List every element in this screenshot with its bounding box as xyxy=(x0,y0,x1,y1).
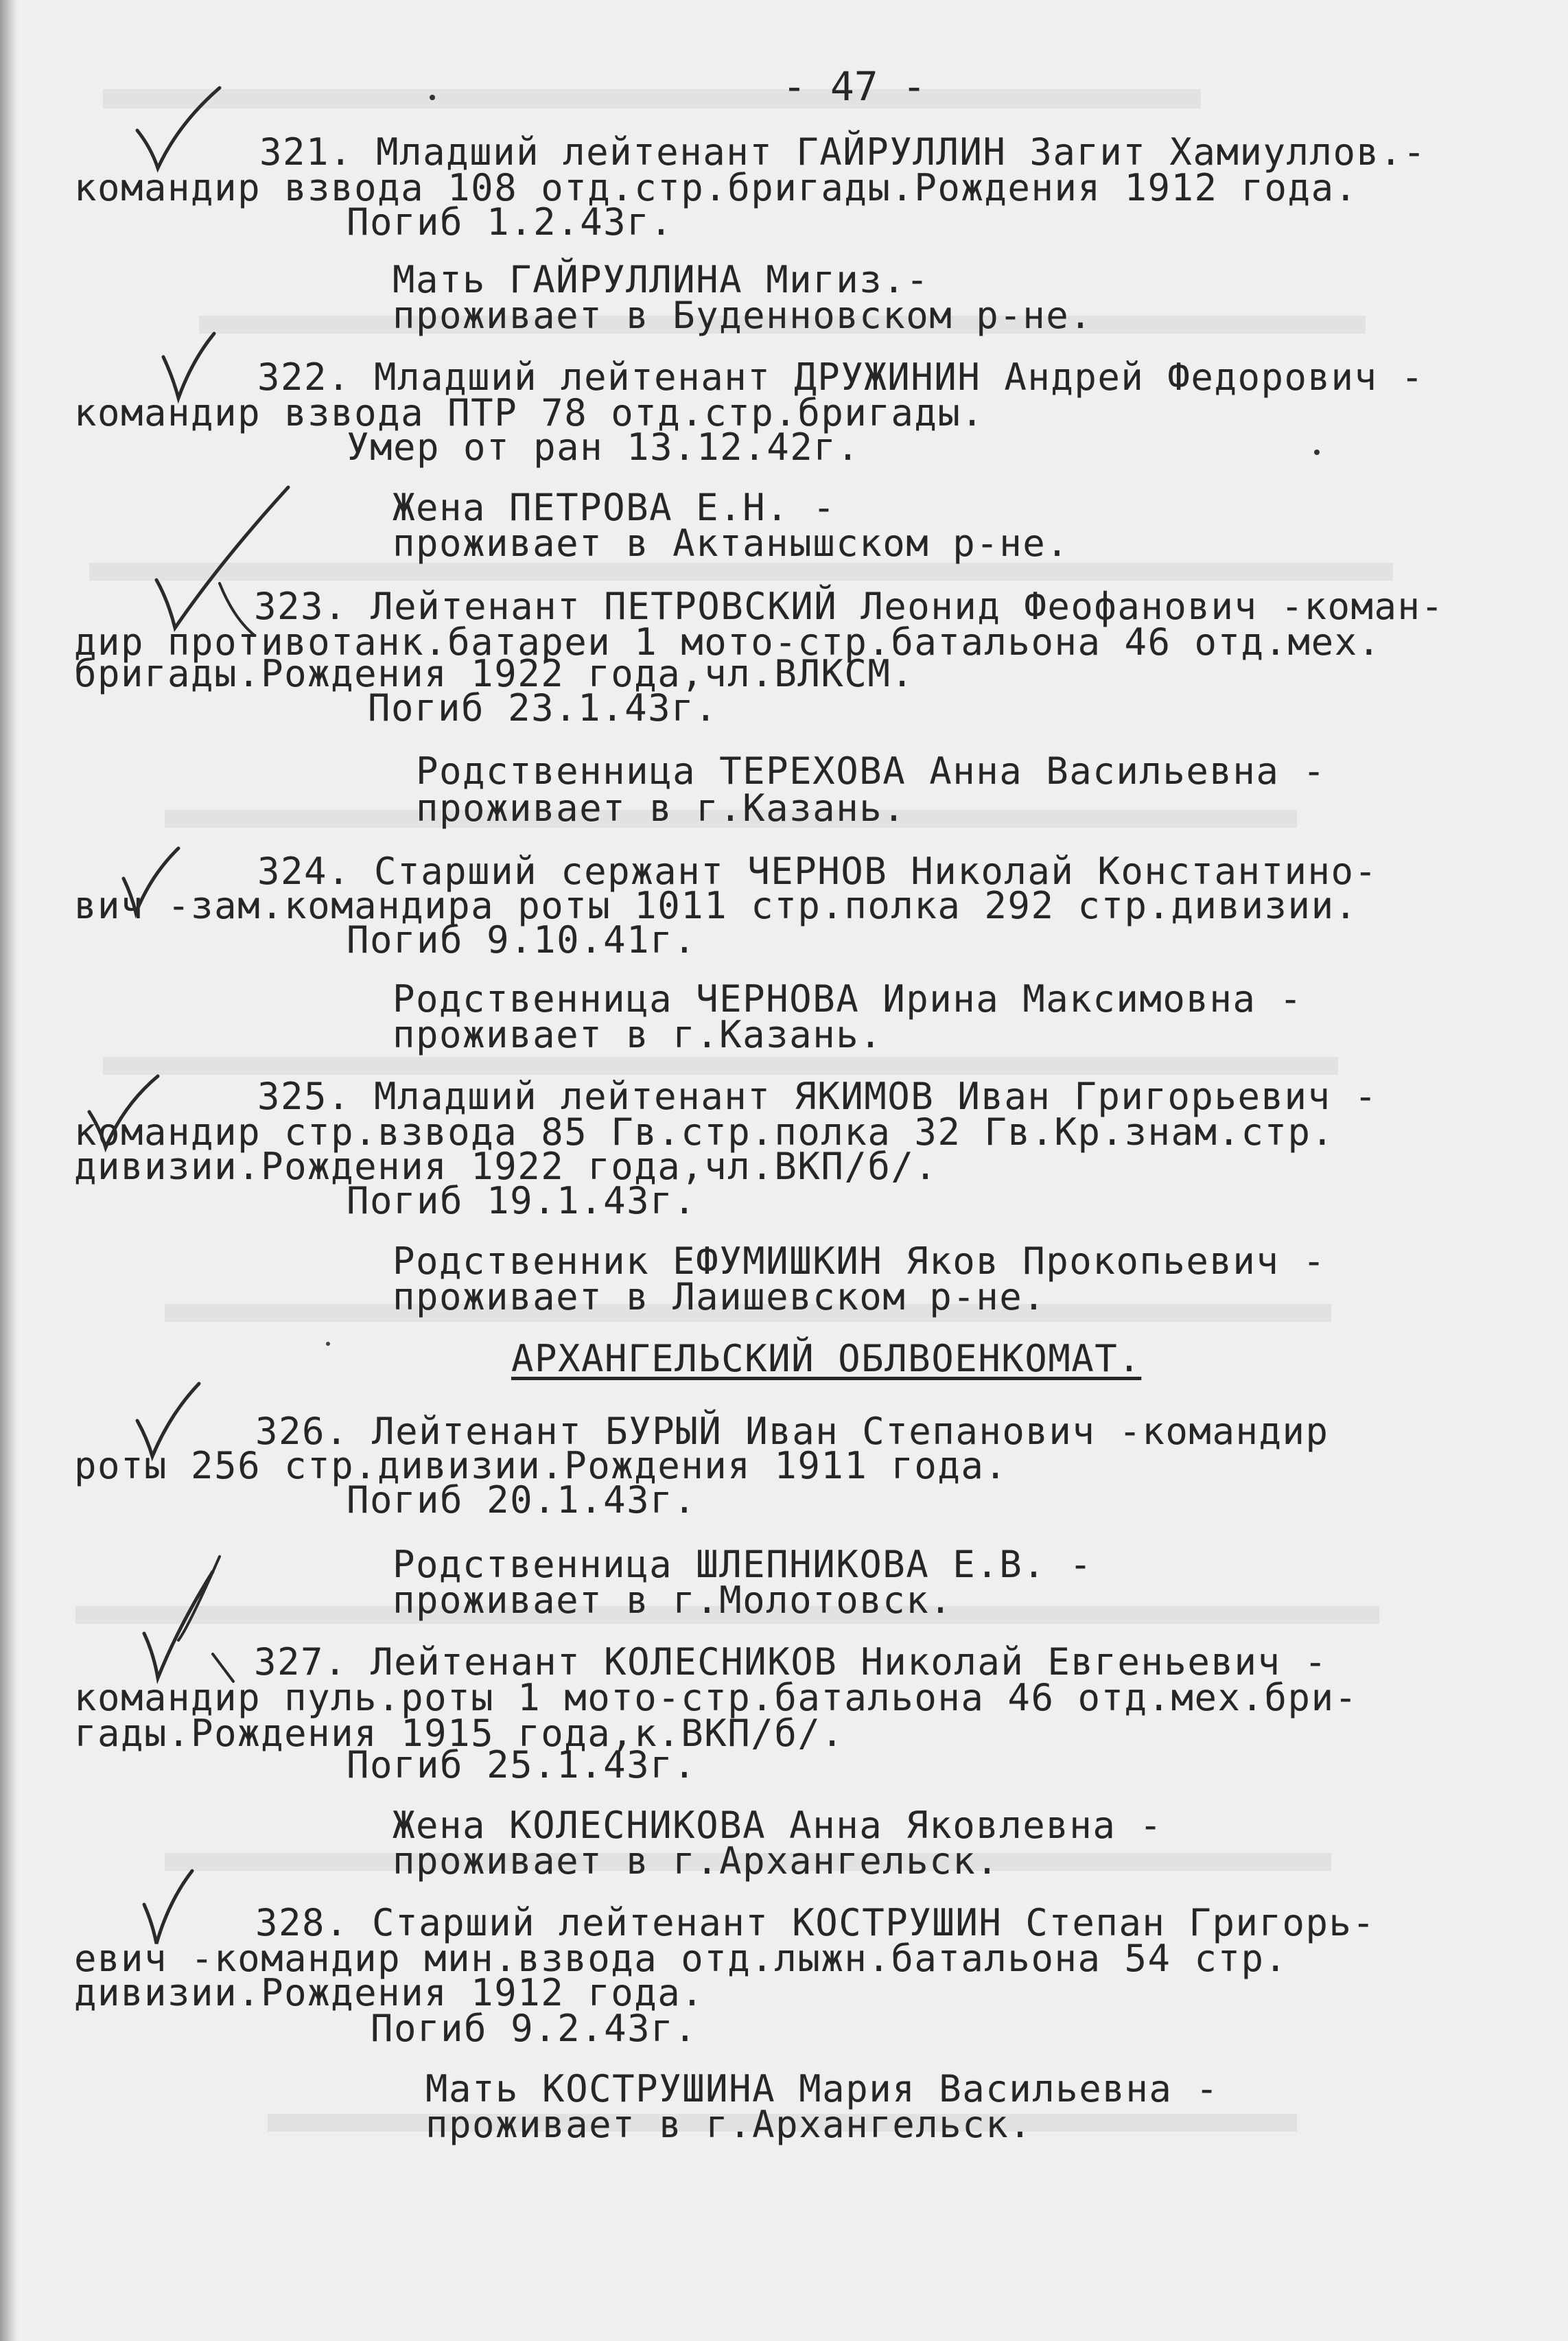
pencil-dot xyxy=(1314,450,1320,455)
entry-321-heading: 321. Младший лейтенант ГАЙРУЛЛИН Загит Хамиуллов.- xyxy=(259,130,1427,174)
entry-324-relative: Родственница ЧЕРНОВА Ирина Максимовна - xyxy=(393,977,1303,1021)
entry-325-residence: проживает в Лаишевском р-не. xyxy=(393,1275,1046,1318)
checkmark-icon xyxy=(130,82,226,178)
pencil-dot xyxy=(430,95,435,100)
entry-321-relative: Мать ГАЙРУЛЛИНА Мигиз.- xyxy=(393,258,930,301)
entry-326-line: роты 256 стр.дивизии.Рождения 1911 года. xyxy=(74,1444,1008,1487)
entry-327-relative: Жена КОЛЕСНИКОВА Анна Яковлевна - xyxy=(393,1804,1163,1847)
entry-327-line-2: гады.Рождения 1915 года,к.ВКП/б/. xyxy=(74,1712,845,1755)
entry-327-line-1: командир пуль.роты 1 мото-стр.батальона 46 отд.мех.бри- xyxy=(74,1676,1358,1719)
entry-323-fate: Погиб 23.1.43г. xyxy=(368,686,718,730)
entry-328-heading: 328. Старший лейтенант КОСТРУШИН Степан Григорь- xyxy=(255,1901,1376,1944)
entry-323-heading: 323. Лейтенант ПЕТРОВСКИЙ Леонид Феофанович -коман- xyxy=(254,585,1444,628)
entry-326-heading: 326. Лейтенант БУРЫЙ Иван Степанович -командир xyxy=(255,1410,1329,1453)
entry-328-line-2: дивизии.Рождения 1912 года. xyxy=(74,1971,705,2014)
entry-326-residence: проживает в г.Молотовск. xyxy=(393,1579,953,1622)
entry-324-line: вич -зам.командира роты 1011 стр.полка 292 стр.дивизии. xyxy=(74,884,1358,927)
entry-327-residence: проживает в г.Архангельск. xyxy=(393,1839,1000,1883)
entry-326-relative: Родственница ШЛЕПНИКОВА Е.В. - xyxy=(393,1543,1093,1586)
checkmark-icon xyxy=(130,1551,247,1688)
checkmark-icon xyxy=(130,1379,206,1462)
entry-327-heading: 327. Лейтенант КОЛЕСНИКОВ Николай Евгеньевич - xyxy=(254,1640,1328,1684)
checkmark-icon xyxy=(158,329,220,405)
checkmark-icon xyxy=(117,844,185,920)
entry-328-relative: Мать КОСТРУШИНА Мария Васильевна - xyxy=(425,2067,1219,2110)
entry-325-line-1: командир стр.взвода 85 Гв.стр.полка 32 Гв.Кр.знам.стр. xyxy=(74,1110,1335,1154)
entry-323-residence: проживает в г.Казань. xyxy=(416,787,906,830)
entry-322-heading: 322. Младший лейтенант ДРУЖИНИН Андрей Федорович - xyxy=(257,356,1425,399)
entry-325-fate: Погиб 19.1.43г. xyxy=(347,1179,697,1222)
entry-321-line: командир взвода 108 отд.стр.бригады.Рождения 1912 года. xyxy=(74,166,1358,209)
entry-327-fate: Погиб 25.1.43г. xyxy=(347,1743,697,1786)
entry-328-residence: проживает в г.Архангельск. xyxy=(425,2103,1033,2146)
entry-324-fate: Погиб 9.10.41г. xyxy=(347,918,697,962)
entry-325-relative: Родственник ЕФУМИШКИН Яков Прокопьевич - xyxy=(393,1239,1326,1283)
entry-326-fate: Погиб 20.1.43г. xyxy=(347,1478,697,1522)
entry-323-line-2: бригады.Рождения 1922 года,чл.ВЛКСМ. xyxy=(74,652,915,695)
pencil-dot xyxy=(326,1342,330,1346)
checkmark-icon xyxy=(137,1867,199,1949)
entry-322-fate: Умер от ран 13.12.42г. xyxy=(347,426,861,469)
entry-323-line-1: дир противотанк.батареи 1 мото-стр.батальона 46 отд.мех. xyxy=(74,620,1381,664)
page-number: - 47 - xyxy=(782,63,926,110)
entry-323-relative: Родственница ТЕРЕХОВА Анна Васильевна - xyxy=(416,749,1326,793)
entry-321-fate: Погиб 1.2.43г. xyxy=(347,200,674,244)
entry-324-heading: 324. Старший сержант ЧЕРНОВ Николай Константино- xyxy=(257,850,1378,893)
entry-325-heading: 325. Младший лейтенант ЯКИМОВ Иван Григорьевич - xyxy=(257,1075,1378,1118)
entry-322-residence: проживает в Актанышском р-не. xyxy=(393,522,1070,565)
page-edge xyxy=(0,0,18,2341)
entry-322-line: командир взвода ПТР 78 отд.стр.бригады. xyxy=(74,391,985,434)
entry-328-line-1: евич -командир мин.взвода отд.лыжн.батальона 54 стр. xyxy=(74,1937,1288,1980)
section-heading: АРХАНГЕЛЬСКИЙ ОБЛВОЕНКОМАТ. xyxy=(511,1337,1142,1380)
entry-328-fate: Погиб 9.2.43г. xyxy=(371,2007,698,2050)
checkmark-icon xyxy=(137,480,295,638)
entry-321-residence: проживает в Буденновском р-не. xyxy=(393,294,1093,337)
entry-325-line-2: дивизии.Рождения 1922 года,чл.ВКП/б/. xyxy=(74,1145,938,1188)
entry-322-relative: Жена ПЕТРОВА Е.Н. - xyxy=(393,486,836,529)
entry-324-residence: проживает в г.Казань. xyxy=(393,1013,883,1056)
checkmark-icon xyxy=(82,1071,165,1153)
